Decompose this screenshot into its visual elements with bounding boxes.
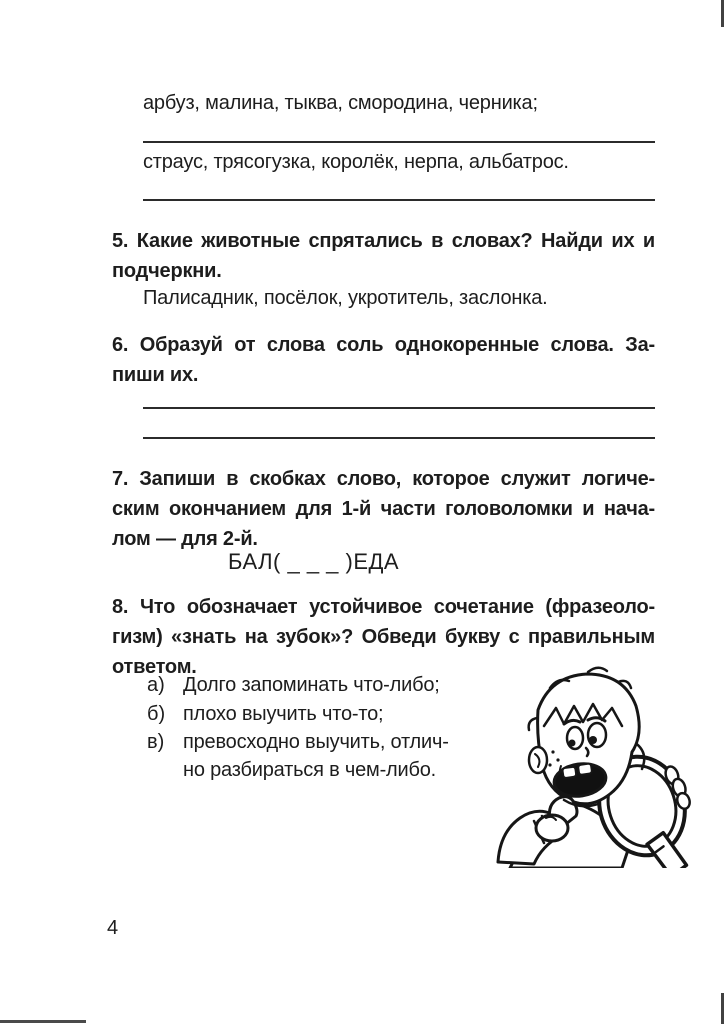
option-b-letter: б) bbox=[147, 703, 166, 725]
option-v-letter: в) bbox=[147, 731, 165, 753]
task5-heading bbox=[112, 226, 655, 286]
option-b-text: плохо выучить что-то; bbox=[183, 703, 384, 725]
task7-word-puzzle: БАЛ( _ _ _ )ЕДА bbox=[228, 549, 400, 574]
birds-word-list: страус, трясогузка, королёк, нерпа, альбатрос. bbox=[143, 151, 569, 173]
task7-heading-line3: лом — для 2-й. bbox=[112, 528, 258, 550]
task5-word-list: Палисадник, посёлок, укротитель, заслонка. bbox=[143, 287, 548, 309]
task8-heading-line1: 8. Что обозначает устойчивое сочетание (фразеоло- bbox=[112, 596, 655, 618]
task5-heading-line1: 5. Какие животные спрятались в словах? Найди их и bbox=[112, 230, 655, 252]
option-a-letter: а) bbox=[147, 674, 165, 696]
writing-line bbox=[143, 141, 655, 143]
task8-heading-line3: ответом. bbox=[112, 656, 197, 678]
writing-line bbox=[143, 437, 655, 439]
task8-heading-line2: гизм) «знать на зубок»? Обведи букву с правильным bbox=[112, 626, 655, 648]
task6-heading-line1: 6. Образуй от слова соль однокоренные слова. За- bbox=[112, 334, 655, 356]
writing-line bbox=[143, 199, 655, 201]
option-a-text: Долго запоминать что-либо; bbox=[183, 674, 440, 696]
task6-heading bbox=[112, 330, 655, 390]
option-v-text-line2: но разбираться в чем-либо. bbox=[183, 759, 437, 781]
task6-heading-line2: пиши их. bbox=[112, 364, 199, 386]
task7-heading-line1: 7. Запиши в скобках слово, которое служит логиче- bbox=[112, 468, 655, 490]
option-v-text: превосходно выучить, отлич- bbox=[183, 731, 449, 753]
task5-heading-line2: подчеркни. bbox=[112, 260, 222, 282]
task7-heading-line2: ским окончанием для 1-й части головоломки и нача- bbox=[112, 498, 655, 520]
writing-line bbox=[143, 407, 655, 409]
scan-edge-mark bbox=[0, 1020, 86, 1023]
task7-heading bbox=[112, 464, 655, 554]
berries-word-list: арбуз, малина, тыква, смородина, черника; bbox=[143, 92, 538, 114]
page-number: 4 bbox=[107, 917, 119, 939]
boy-checking-teeth-in-mirror-icon bbox=[492, 648, 692, 868]
